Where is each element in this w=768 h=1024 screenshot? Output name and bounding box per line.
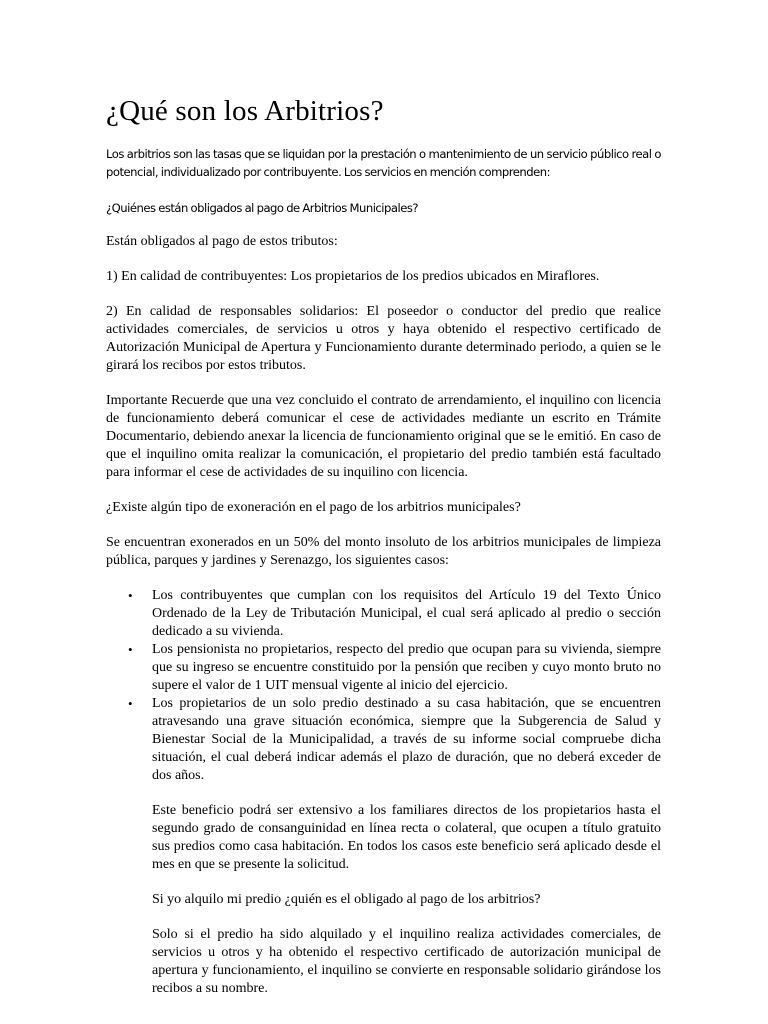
paragraph-solidary-responsible: 2) En calidad de responsables solidarios: El poseedor o conductor del predio que realice actividades comerciales, de servicios u otros y haya obtenido el respectivo certificado de Autorización Municipal de Apertura y Funcionamiento durante determinado periodo, a quien se le girará los recibos por estos tributos. bbox=[106, 304, 661, 373]
list-item bbox=[106, 587, 661, 641]
exoneration-list bbox=[106, 587, 661, 785]
paragraph-contributors: 1) En calidad de contribuyentes: Los propietarios de los predios ubicados en Miraflores. bbox=[106, 269, 600, 284]
bullet-icon: • bbox=[128, 588, 133, 603]
page-title: ¿Qué son los Arbitrios? bbox=[106, 95, 384, 127]
paragraph-exoneration-cases: Se encuentran exonerados en un 50% del monto insoluto de los arbitrios municipales de limpieza pública, parques y jardines y Serenazgo, los siguientes casos: bbox=[106, 535, 661, 568]
paragraph-obligated: Están obligados al pago de estos tributos: bbox=[106, 234, 338, 249]
list-item-text: Los pensionista no propietarios, respecto del predio que ocupan para su vivienda, siempre que su ingreso se encuentre constituido por la pensión que reciben y cuyo monto bruto no supere el valor de 1 UIT mensual vigente al inicio del ejercicio. bbox=[152, 642, 661, 693]
paragraph-rental-question: Si yo alquilo mi predio ¿quién es el obligado al pago de los arbitrios? bbox=[152, 892, 541, 907]
section-subheading: ¿Quiénes están obligados al pago de Arbitrios Municipales? bbox=[106, 201, 419, 215]
bullet-icon: • bbox=[128, 642, 133, 657]
document-content bbox=[106, 91, 661, 998]
intro-paragraph: Los arbitrios son las tasas que se liquidan por la prestación o mantenimiento de un servicio público real o potencial, individualizado por contribuyente. Los servicios en mención comprenden: bbox=[106, 147, 661, 179]
paragraph-rental-answer: Solo si el predio ha sido alquilado y el inquilino realiza actividades comerciales, de servicios u otros y ha obtenido el respectivo certificado de autorización municipal de apertura y funcionamiento, el inquilino se convierte en responsable solidario girándose los recibos a su nombre. bbox=[152, 927, 661, 996]
list-item bbox=[106, 695, 661, 785]
list-item bbox=[106, 641, 661, 695]
list-item-text: Los contribuyentes que cumplan con los requisitos del Artículo 19 del Texto Único Ordenado de la Ley de Tributación Municipal, el cual será aplicado al predio o sección dedicado a su vivienda. bbox=[152, 588, 661, 639]
paragraph-benefit-extension: Este beneficio podrá ser extensivo a los familiares directos de los propietarios hasta el segundo grado de consanguinidad en línea recta o colateral, que ocupen a título gratuito sus predios como casa habitación. En todos los casos este beneficio será aplicado desde el mes en que se presente la solicitud. bbox=[152, 803, 661, 872]
bullet-icon: • bbox=[128, 696, 133, 711]
list-item-text: Los propietarios de un solo predio destinado a su casa habitación, que se encuentren atravesando una grave situación económica, siempre que la Subgerencia de Salud y Bienestar Social de la Municipalidad, a través de su informe social compruebe dicha situación, el cual deberá indicar además el plazo de duración, que no deberá exceder de dos años. bbox=[152, 696, 661, 783]
paragraph-exoneration-question: ¿Existe algún tipo de exoneración en el pago de los arbitrios municipales? bbox=[106, 500, 521, 515]
paragraph-important-notice: Importante Recuerde que una vez concluido el contrato de arrendamiento, el inquilino con licencia de funcionamiento deberá comunicar el cese de actividades mediante un escrito en Trámite Documentario, debiendo anexar la licencia de funcionamiento original que se le emitió. En caso de que el inquilino omita realizar la comunicación, el propietario del predio también está facultado para informar el cese de actividades de su inquilino con licencia. bbox=[106, 393, 661, 480]
